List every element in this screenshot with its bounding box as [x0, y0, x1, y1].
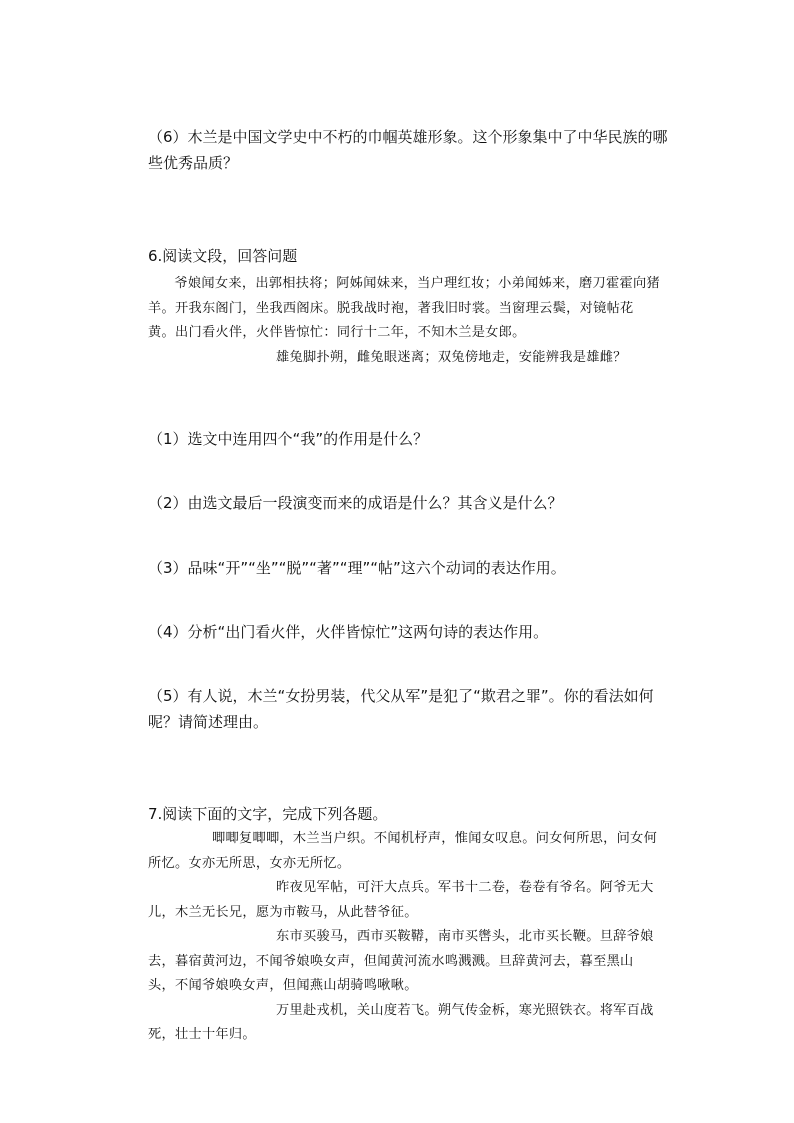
section-6-heading: 6.阅读文段，回答问题 [148, 247, 298, 265]
question-6-4: （4）分析“出门看火伴，火伴皆惊忙”这两句诗的表达作用。 [148, 623, 549, 641]
section-7-passage [148, 827, 660, 1048]
question-6-prev: （6）木兰是中国文学史中不朽的巾帼英雄形象。这个形象集中了中华民族的哪些优秀品质？ [148, 128, 668, 172]
section-7-heading: 7.阅读下面的文字，完成下列各题。 [148, 805, 388, 823]
passage-paragraph: 万里赴戎机，关山度若飞。朔气传金柝，寒光照铁衣。将军百战死，壮士十年归。 [148, 1002, 654, 1042]
section-6-passage [148, 272, 660, 370]
passage-paragraph: 昨夜见军帖，可汗大点兵。军书十二卷，卷卷有爷名。阿爷无大儿，木兰无长兄，愿为市鞍马，从此替爷征。 [148, 880, 654, 920]
question-6-2: （2）由选文最后一段演变而来的成语是什么？其含义是什么？ [148, 494, 563, 512]
question-6-5: （5）有人说，木兰“女扮男装，代父从军”是犯了“欺君之罪”。你的看法如何呢？请简述理由。 [148, 687, 654, 731]
question-6-3: （3）品味“开”“坐”“脱”“著”“理”“帖”这六个动词的表达作用。 [148, 559, 566, 577]
passage-paragraph: 雄兔脚扑朔，雌兔眼迷离；双兔傍地走，安能辨我是雄雌？ [276, 349, 627, 365]
passage-paragraph: 东市买骏马，西市买鞍鞯，南市买辔头，北市买长鞭。旦辞爷娘去，暮宿黄河边，不闻爷娘唤女声，但闻黄河流水鸣溅溅。旦辞黄河去，暮至黑山头，不闻爷娘唤女声，但闻燕山胡骑鸣啾啾。 [148, 929, 654, 993]
passage-paragraph: 爷娘闻女来，出郭相扶将；阿姊闻妹来，当户理红妆；小弟闻姊来，磨刀霍霍向猪羊。开我东阁门，坐我西阁床。脱我战时袍，著我旧时裳。当窗理云鬓，对镜帖花黄。出门看火伴，火伴皆惊忙：同行十二年，不知木兰是女郎。 [148, 276, 660, 340]
passage-paragraph: 唧唧复唧唧，木兰当户织。不闻机杼声，惟闻女叹息。问女何所思，问女何所忆。女亦无所思，女亦无所忆。 [148, 831, 658, 871]
question-6-1: （1）选文中连用四个“我”的作用是什么？ [148, 430, 429, 448]
